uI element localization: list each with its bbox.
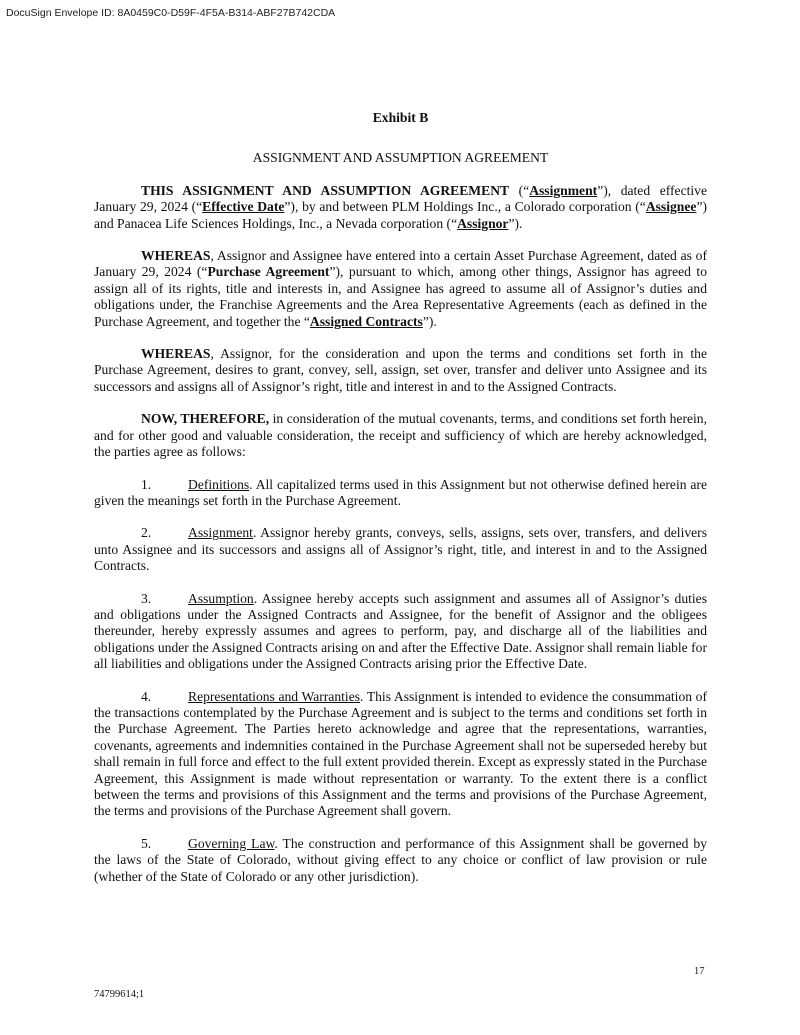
section-number: 3.: [141, 590, 152, 606]
section-number: 1.: [141, 476, 152, 492]
whereas-paragraph-1: WHEREAS, Assignor and Assignee have entered into a certain Asset Purchase Agreement, dated as of January 29, 2024 (“Purchase Agreement”), pursuant to which, among other things, Assignor has agreed to assign all of its rights, title and interests in, and Assignee has agreed to assume all of Assignor’s duties and obligations under, the Franchise Agreements and the Area Representative Agreements (each as defined in the Purchase Agreement, and together the “Assigned Contracts”).: [94, 248, 707, 329]
defined-term-assignee: Assignee: [645, 199, 697, 215]
page-number: 17: [694, 966, 705, 977]
section-heading: Governing Law: [188, 835, 275, 851]
defined-term-purchase-agreement: Purchase Agreement: [207, 264, 330, 280]
section-heading: Assignment: [188, 525, 253, 541]
section-assumption: 3. Assumption. Assignee hereby accepts such assignment and assumes all of Assignor’s duties and obligations under the Assigned Contracts and Assignee, for the benefit of Assignor and the obligees thereunder, hereby expressly assumes and agrees to perform, pay, and discharge all of the liabilities and obligations under the Assigned Contracts arising on and after the Effective Date. Assignor shall remain liable for all liabilities and obligations under the Assigned Contracts arising prior the Effective Date.: [94, 590, 707, 672]
defined-term-assignment: Assignment: [529, 182, 598, 198]
defined-term-effective-date: Effective Date: [202, 199, 285, 215]
section-number: 2.: [141, 525, 152, 541]
section-definitions: 1. Definitions. All capitalized terms used in this Assignment but not otherwise defined herein are given the meanings set forth in the Purchase Agreement.: [94, 476, 707, 508]
defined-term-assigned-contracts: Assigned Contracts: [309, 313, 423, 329]
intro-paragraph: THIS ASSIGNMENT AND ASSUMPTION AGREEMENT (“Assignment”), dated effective January 29, 2024 (“Effective Date”), by and between PLM Holdings Inc., a Colorado corporation (“Assignee”) and Panacea Life Sciences Holdings, Inc., a Nevada corporation (“Assignor”).: [94, 182, 707, 231]
section-number: 4.: [141, 688, 152, 704]
whereas-paragraph-2: WHEREAS, Assignor, for the consideration and upon the terms and conditions set forth in the Purchase Agreement, desires to grant, convey, sell, assign, set over, transfer and deliver unto Assignee and its successors and assigns all of Assignor’s right, title and interest in and to the Assigned Contracts.: [94, 346, 707, 394]
defined-term-assignor: Assignor: [457, 215, 509, 231]
docusign-envelope-id: DocuSign Envelope ID: 8A0459C0-D59F-4F5A-B314-ABF27B742CDA: [6, 7, 336, 19]
now-therefore-paragraph: NOW, THEREFORE, in consideration of the mutual covenants, terms, and conditions set forth herein, and for other good and valuable consideration, the receipt and sufficiency of which are hereby acknowledged, the parties agree as follows:: [94, 411, 708, 460]
agreement-title: ASSIGNMENT AND ASSUMPTION AGREEMENT: [252, 150, 549, 166]
section-heading: Definitions: [188, 476, 250, 492]
section-representations-warranties: 4. Representations and Warranties. This Assignment is intended to evidence the consummation of the transactions contemplated by the Purchase Agreement and is subject to the terms and conditions set forth in the Purchase Agreement. The Parties hereto acknowledge and agree that the representations, warranties, covenants, agreements and indemnities contained in the Purchase Agreement shall not be superseded hereby but shall remain in full force and effect to the full extent provided therein. Except as expressly stated in the Purchase Agreement, this Assignment is made without representation or warranty. To the extent there is a conflict between the terms and provisions of this Assignment and the terms and provisions of the Purchase Agreement, the terms and provisions of the Purchase Agreement shall govern.: [94, 688, 708, 819]
section-heading: Assumption: [188, 590, 254, 606]
section-heading: Representations and Warranties: [188, 688, 361, 704]
document-body: [94, 110, 707, 901]
section-number: 5.: [141, 835, 152, 851]
document-id-footer: 74799614;1: [94, 989, 145, 1000]
section-governing-law: 5. Governing Law. The construction and performance of this Assignment shall be governed by the laws of the State of Colorado, without giving effect to any choice or conflict of law provision or rule (whether of the State of Colorado or any other jurisdiction).: [94, 835, 707, 884]
exhibit-label: Exhibit B: [372, 110, 429, 125]
section-assignment: 2. Assignment. Assignor hereby grants, conveys, sells, assigns, sets over, transfers, and delivers unto Assignee and its successors and assigns all of Assignor’s right, title, and interest in and to the Assigned Contracts.: [94, 525, 707, 574]
intro-lead: THIS ASSIGNMENT AND ASSUMPTION AGREEMENT: [141, 182, 510, 198]
